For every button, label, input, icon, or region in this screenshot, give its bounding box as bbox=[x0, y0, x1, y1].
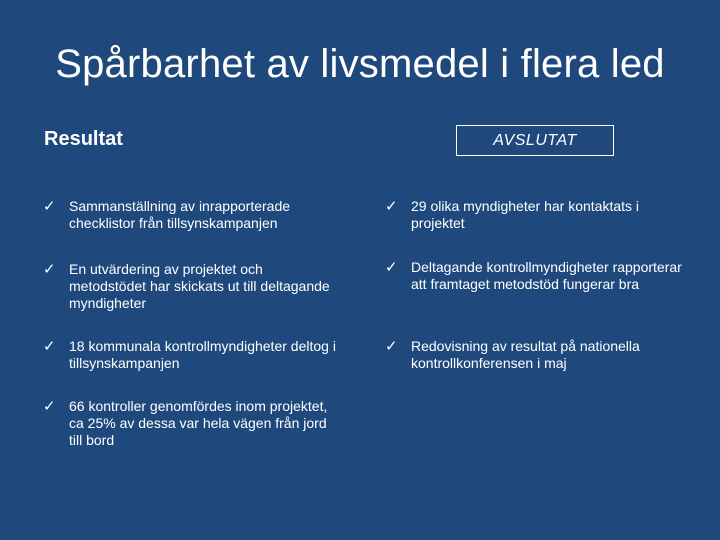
list-item-text: En utvärdering av projektet och metodstödet har skickats ut till deltagande myndigheter bbox=[69, 261, 330, 311]
list-item-text: Deltagande kontrollmyndigheter rapporterar att framtaget metodstöd fungerar bra bbox=[411, 259, 682, 292]
status-box: AVSLUTAT bbox=[456, 125, 614, 156]
list-item-text: 18 kommunala kontrollmyndigheter deltog i tillsynskampanjen bbox=[69, 338, 336, 371]
checkmark-icon: ✓ bbox=[385, 198, 398, 215]
checkmark-icon: ✓ bbox=[385, 259, 398, 276]
list-item bbox=[43, 338, 343, 372]
checkmark-icon: ✓ bbox=[43, 261, 56, 278]
checkmark-icon: ✓ bbox=[43, 338, 56, 355]
list-item bbox=[385, 198, 690, 232]
list-item bbox=[43, 398, 343, 449]
checkmark-icon: ✓ bbox=[43, 398, 56, 415]
list-item-text: 29 olika myndigheter har kontaktats i projektet bbox=[411, 198, 640, 231]
checkmark-icon: ✓ bbox=[385, 338, 398, 355]
section-heading: Resultat bbox=[44, 128, 123, 150]
slide-title: Spårbarhet av livsmedel i flera led bbox=[55, 42, 665, 86]
list-item-text: 66 kontroller genomfördes inom projektet, ca 25% av dessa var hela vägen från jord till bord bbox=[69, 398, 328, 448]
list-item-text: Sammanställning av inrapporterade checklistor från tillsynskampanjen bbox=[69, 198, 291, 231]
list-item bbox=[43, 198, 343, 232]
list-item bbox=[385, 259, 690, 293]
checkmark-icon: ✓ bbox=[43, 198, 56, 215]
list-item bbox=[385, 338, 690, 372]
list-item bbox=[43, 261, 343, 312]
list-item-text: Redovisning av resultat på nationella kontrollkonferensen i maj bbox=[411, 338, 640, 371]
